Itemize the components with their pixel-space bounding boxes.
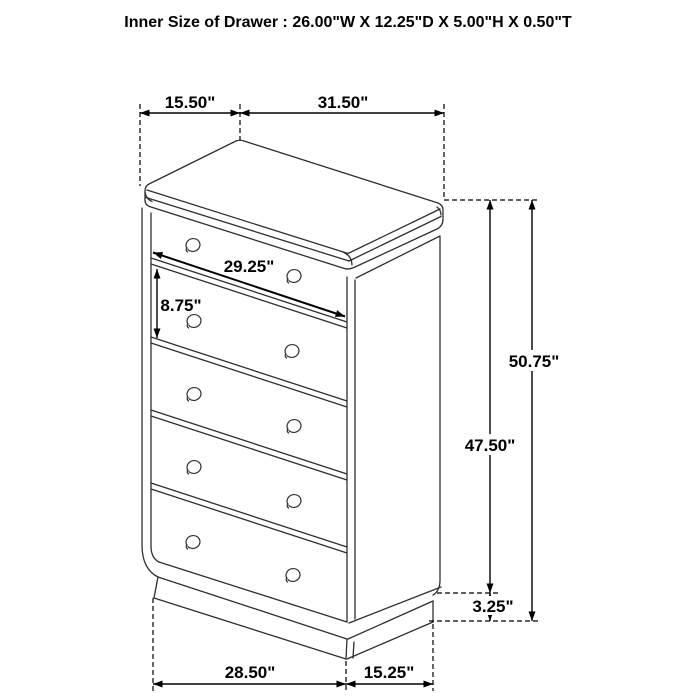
drawer-separator (151, 410, 347, 474)
drawer-knob (286, 418, 303, 434)
chest-drawing (142, 140, 443, 659)
drawer-opening-width-label: 29.25" (223, 257, 275, 276)
drawer-knob (185, 534, 202, 550)
drawer-separator (151, 343, 347, 407)
drawer-knobs (185, 237, 303, 583)
floor-width-label: 28.50" (224, 663, 276, 682)
drawer-knob (186, 459, 203, 475)
base-height-label: 3.25" (472, 597, 514, 616)
drawer-knob (286, 493, 303, 509)
drawer-knob (185, 237, 202, 253)
drawer-knob (284, 343, 301, 359)
chest-base (154, 577, 433, 659)
drawer-knob (285, 567, 302, 583)
overall-height-label: 50.75" (508, 352, 560, 371)
drawer-separator (151, 337, 347, 401)
chest-side-face (349, 236, 441, 623)
drawer-front-height-label: 8.75" (160, 296, 202, 315)
drawer-separator (151, 416, 347, 480)
top-width-label: 31.50" (317, 93, 369, 112)
front-left-outer-edge (142, 208, 158, 577)
page-title: Inner Size of Drawer : 26.00"W X 12.25"D X 5.00"H X 0.50"T (124, 14, 572, 31)
drawer-knob (186, 313, 203, 329)
dimension-labels (124, 14, 572, 682)
body-height-label: 47.50" (464, 436, 516, 455)
top-depth-label: 15.50" (164, 93, 216, 112)
drawer-separator (151, 489, 347, 553)
drawer-knob (186, 386, 203, 402)
floor-depth-label: 15.25" (363, 663, 415, 682)
drawer-knob (286, 268, 303, 284)
drawer-separator (151, 483, 347, 547)
body-bottom-edge (159, 562, 347, 622)
